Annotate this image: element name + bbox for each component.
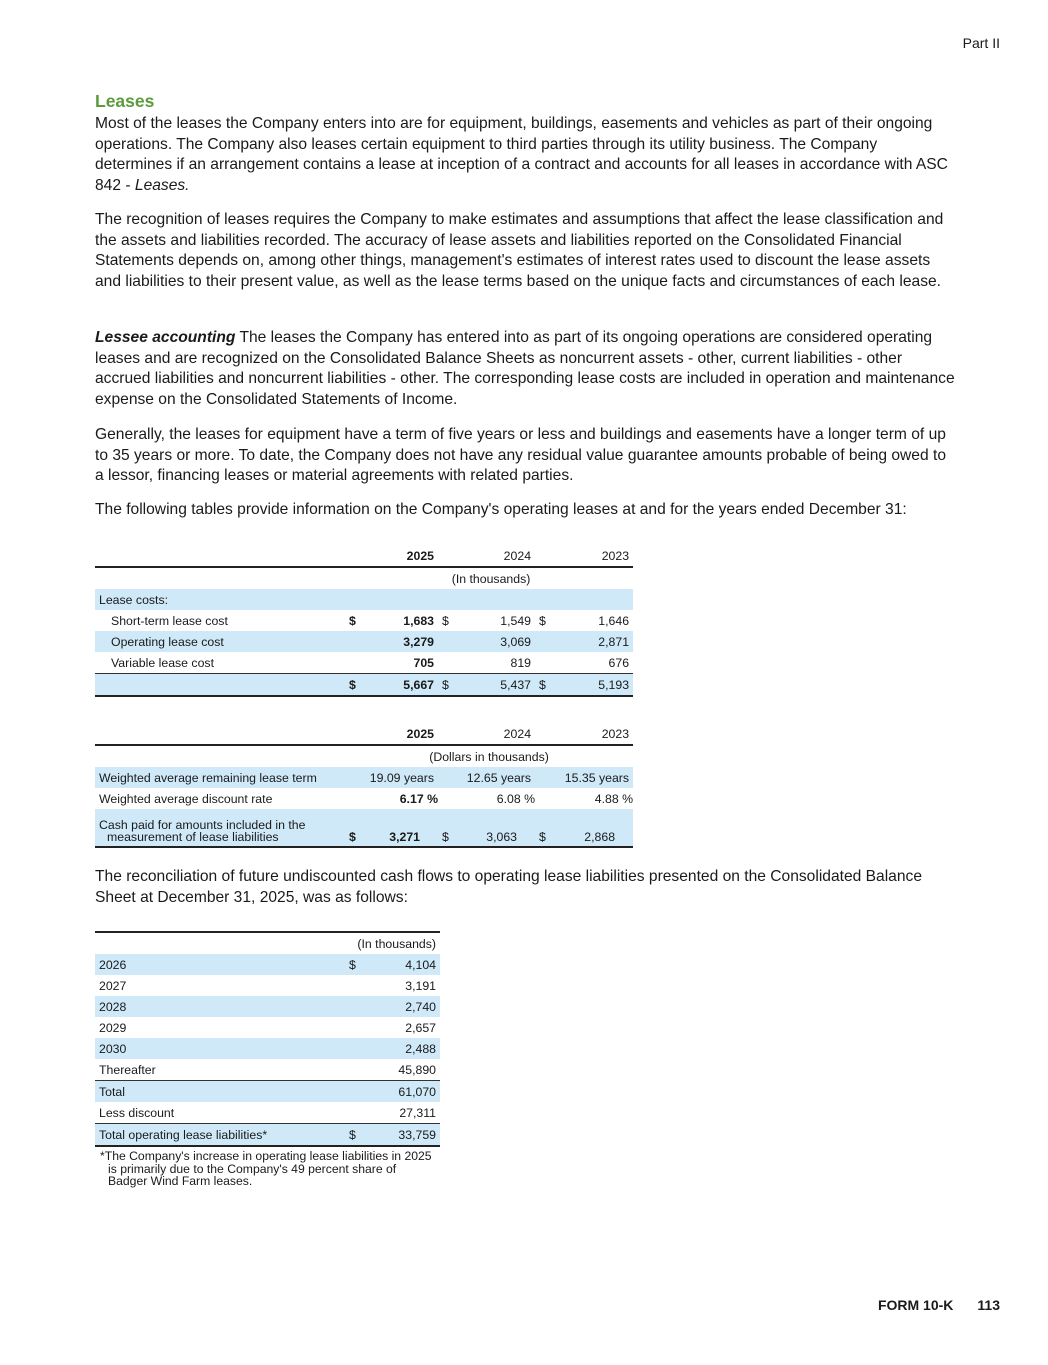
row-label: 2030 xyxy=(95,1038,345,1059)
table-row xyxy=(95,788,633,809)
section-label: Lease costs: xyxy=(95,589,633,610)
value: 2,488 xyxy=(365,1038,440,1059)
currency: $ xyxy=(345,674,365,697)
value: 6.08 % xyxy=(496,791,536,806)
value: 27,311 xyxy=(399,1105,437,1120)
year-header: 2023 xyxy=(535,545,633,567)
footnote-line: *The Company's increase in operating lease liabilities in 2025 xyxy=(100,1149,432,1163)
currency: $ xyxy=(442,613,449,628)
value: 6.17 % xyxy=(399,791,439,806)
value: 3,279 xyxy=(365,631,438,652)
value: 15.35 years xyxy=(555,767,633,788)
row-label: Total xyxy=(95,1081,345,1103)
value: 3,191 xyxy=(405,978,437,993)
unit-label: (Dollars in thousands) xyxy=(429,749,549,764)
value: 3,069 xyxy=(458,631,535,652)
table-row xyxy=(95,1081,440,1103)
currency xyxy=(345,1059,365,1081)
row-label xyxy=(95,809,345,847)
row-label: Weighted average discount rate xyxy=(99,791,273,806)
lead-in: Lessee accounting xyxy=(95,329,236,346)
value: 61,070 xyxy=(365,1081,440,1103)
paragraph-lessee xyxy=(95,328,955,410)
value: 705 xyxy=(413,655,435,670)
paragraph-terms: Generally, the leases for equipment have a term of five years or less and buildings and easements have a longer term of up to 35 years or more. To date, the Company does not have any residual value guarantee amounts probable of being owed to a lessor, financing leases or material agreements with related parties. xyxy=(95,426,946,485)
unit-label: (In thousands) xyxy=(357,936,437,951)
paragraph-intro xyxy=(95,114,955,196)
value: 45,890 xyxy=(398,1062,437,1077)
section-title: Leases xyxy=(95,91,155,111)
row-label: 2028 xyxy=(95,996,345,1017)
value: 5,437 xyxy=(458,674,535,697)
value: 4.88 % xyxy=(594,791,634,806)
page-footer xyxy=(878,1297,1000,1313)
table-row xyxy=(95,809,633,847)
currency: $ xyxy=(535,809,555,847)
currency xyxy=(345,1038,365,1059)
row-label: Operating lease cost xyxy=(95,631,345,652)
value: 3,271 xyxy=(365,809,438,847)
currency: $ xyxy=(539,613,546,628)
row-label: Total operating lease liabilities* xyxy=(95,1124,345,1147)
value: 2,657 xyxy=(405,1020,437,1035)
table-row xyxy=(95,610,633,631)
label-line: Cash paid for amounts included in the xyxy=(99,818,306,832)
value: 33,759 xyxy=(365,1124,440,1147)
currency: $ xyxy=(438,674,458,697)
table-row xyxy=(95,1017,440,1038)
paragraph-tables-intro: The following tables provide information on the Company's operating leases at and for the years ended December 31: xyxy=(95,501,907,518)
year-header: 2023 xyxy=(535,723,633,745)
currency xyxy=(345,975,365,996)
value: 2,871 xyxy=(555,631,633,652)
year-header: 2025 xyxy=(345,723,438,745)
total-row xyxy=(95,674,633,697)
row-label: Short-term lease cost xyxy=(111,613,228,628)
year-header: 2024 xyxy=(438,723,535,745)
row-label: 2029 xyxy=(99,1020,127,1035)
table-row xyxy=(95,652,633,674)
label-line: measurement of lease liabilities xyxy=(107,830,279,844)
footnote-line: is primarily due to the Company's 49 percent share of xyxy=(108,1161,397,1176)
currency xyxy=(345,1102,365,1124)
table-row xyxy=(95,1038,440,1059)
text: Most of the leases the Company enters into are for equipment, buildings, easements and vehicles as part of their ongoing operations. The Company also leases certain equipment to third parties through its utility business. The Company determines if an arrangement contains a lease at inception of a contract and accounts for all leases in accordance with ASC 842 - xyxy=(95,115,948,194)
table-row xyxy=(95,1102,440,1124)
value: 4,104 xyxy=(365,954,440,975)
row-label: 2026 xyxy=(95,954,345,975)
value: 1,549 xyxy=(500,613,532,628)
currency: $ xyxy=(535,674,555,697)
row-label: Weighted average remaining lease term xyxy=(95,767,345,788)
row-label: Variable lease cost xyxy=(111,655,214,670)
value: 19.09 years xyxy=(365,767,438,788)
currency: $ xyxy=(438,809,458,847)
table-row xyxy=(95,631,633,652)
value: 1,646 xyxy=(598,613,630,628)
currency: $ xyxy=(349,613,356,628)
value: 12.65 years xyxy=(458,767,535,788)
row-label: Thereafter xyxy=(99,1062,156,1077)
unit-label: (In thousands) xyxy=(451,571,531,586)
value: 2,868 xyxy=(555,809,633,847)
text-italic: Leases. xyxy=(134,176,190,194)
part-label: Part II xyxy=(962,35,1000,51)
value: 3,063 xyxy=(458,809,535,847)
table-row xyxy=(95,767,633,788)
page-number: 113 xyxy=(977,1297,1000,1313)
currency xyxy=(345,996,365,1017)
paragraph-recognition: The recognition of leases requires the Company to make estimates and assumptions that affect the lease classification and the assets and liabilities recorded. The accuracy of lease assets and liabilities reported on the Consolidated Financial Statements depends on, among other things, management's estimates of interest rates used to discount the lease assets and liabilities to their present value, as well as the lease terms based on the unique facts and circumstances of each lease. xyxy=(95,211,944,290)
text: The leases the Company has entered into as part of its ongoing operations are considered operating leases and are recognized on the Consolidated Balance Sheets as noncurrent assets - other, current liabilities - other accrued liabilities and noncurrent liabilities - other. The corresponding lease costs are included in operation and maintenance expense on the Consolidated Statements of Income. xyxy=(95,329,955,408)
currency: $ xyxy=(345,1124,365,1147)
form-label: FORM 10-K xyxy=(877,1297,954,1313)
value: 5,667 xyxy=(365,674,438,697)
total-row xyxy=(95,1124,440,1147)
value: 2,740 xyxy=(365,996,440,1017)
table-header-row xyxy=(95,545,633,567)
currency xyxy=(345,1081,365,1103)
paragraph-reconciliation: The reconciliation of future undiscounted cash flows to operating lease liabilities presented on the Consolidated Balance Sheet at December 31, 2025, was as follows: xyxy=(95,868,922,906)
table-row xyxy=(95,975,440,996)
row-label: Less discount xyxy=(99,1105,175,1120)
value: 819 xyxy=(510,655,532,670)
currency xyxy=(345,1017,365,1038)
table-row xyxy=(95,954,440,975)
value: 5,193 xyxy=(555,674,633,697)
cash-flow-table xyxy=(95,931,440,1147)
footnote xyxy=(100,1150,445,1188)
footnote-line: Badger Wind Farm leases. xyxy=(108,1174,253,1188)
table-row xyxy=(95,1059,440,1081)
year-header: 2025 xyxy=(345,545,438,567)
value: 1,683 xyxy=(403,613,435,628)
currency: $ xyxy=(345,809,365,847)
row-label: 2027 xyxy=(99,978,127,993)
lease-metrics-table xyxy=(95,723,633,848)
value: 676 xyxy=(608,655,630,670)
year-header: 2024 xyxy=(438,545,535,567)
lease-costs-table xyxy=(95,545,633,697)
currency: $ xyxy=(345,954,365,975)
table-row xyxy=(95,996,440,1017)
